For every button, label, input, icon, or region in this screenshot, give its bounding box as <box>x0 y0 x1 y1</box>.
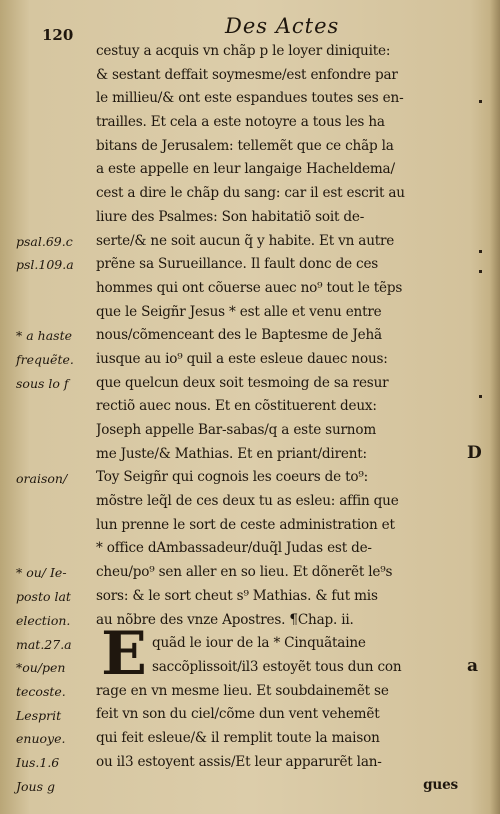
text-line: bitans de Jerusalem: tellemẽt que ce chãp la <box>96 137 394 154</box>
text-line: quãd le iour de la * Cinquãtaine <box>152 635 366 652</box>
text-line: nous/cõmenceant des le Baptesme de Jehã <box>96 327 382 344</box>
text-line: que quelcun deux soit tesmoing de sa resur <box>96 374 389 391</box>
text-line: Toy Seigñr qui cognois les coeurs de to⁹: <box>96 469 369 486</box>
ink-mark <box>479 100 482 103</box>
margin-note: mat.27.a <box>16 636 72 652</box>
margin-note: Lesprit <box>16 707 62 723</box>
text-line: feit vn son du ciel/cõme dun vent vehemẽt <box>96 706 380 723</box>
margin-note: psl.109.a <box>16 257 74 273</box>
text-line: prẽne sa Surueillance. Il fault donc de ces <box>96 256 379 273</box>
margin-note: sous lo f <box>16 375 69 391</box>
text-line: liure des Psalmes: Son habitatiõ soit de- <box>96 208 365 225</box>
text-line: au nõbre des vnze Apostres. ¶Chap. ii. <box>96 611 354 628</box>
running-title: Des Actes <box>225 14 340 38</box>
text-line: saccõplissoit/il3 estoyẽt tous dun con <box>152 658 402 675</box>
text-line: lun prenne le sort de ceste administration et <box>96 516 395 533</box>
text-line: rectiõ auec nous. Et en cõstituerent deux: <box>96 398 377 415</box>
text-line: & sestant deffait soymesme/est enfondre par <box>96 66 398 83</box>
text-line: serte/& ne soit aucun q̃ y habite. Et vn autre <box>96 232 395 249</box>
margin-letter: a <box>467 656 479 677</box>
text-line: hommes qui ont cõuerse auec no⁹ tout le tẽps <box>96 279 403 296</box>
text-line: le millieu/& ont este espandues toutes ses en- <box>96 90 404 107</box>
margin-note: * ou/ Ie- <box>16 565 67 581</box>
page-edge-shadow <box>490 0 500 814</box>
text-line: cestuy a acquis vn chãp p le loyer diniquite: <box>96 43 391 59</box>
catchword: gues <box>423 777 458 794</box>
text-line: * office dAmbassadeur/duq̃l Judas est de- <box>96 540 372 557</box>
text-line: Joseph appelle Bar-sabas/q a este surnom <box>96 422 377 438</box>
text-line: trailles. Et cela a este notoyre a tous les ha <box>96 114 385 131</box>
margin-note: oraison/ <box>16 470 68 486</box>
text-line: rage en vn mesme lieu. Et soubdainemẽt se <box>96 682 389 699</box>
text-line: cheu/po⁹ sen aller en so lieu. Et dõnerẽt le⁹s <box>96 564 393 581</box>
body-text <box>96 40 464 798</box>
text-line: me Juste/& Mathias. Et en priant/dirent: <box>96 445 367 462</box>
text-line: mõstre leq̃l de ces deux tu as esleu: affin que <box>96 493 399 510</box>
text-line: que le Seigñr Jesus * est alle et venu entre <box>96 303 382 320</box>
margin-note: posto lat <box>16 589 71 605</box>
margin-note: Ius.1.6 <box>16 755 60 770</box>
ink-mark <box>479 395 482 398</box>
margin-note: enuoye. <box>16 731 66 747</box>
left-margin-notes <box>0 0 96 814</box>
margin-letter: D <box>467 442 482 463</box>
margin-note: frequẽte. <box>16 352 74 368</box>
margin-note: *ou/pen <box>16 660 66 676</box>
margin-note: election. <box>16 612 71 628</box>
margin-note: Jous g <box>16 778 55 794</box>
ink-mark <box>479 270 482 273</box>
margin-note: tecoste. <box>16 683 66 699</box>
text-line: sors: & le sort cheut s⁹ Mathias. & fut mis <box>96 587 378 604</box>
margin-note: * a haste <box>16 328 72 344</box>
page-number: 120 <box>42 26 74 44</box>
text-line: qui feit esleue/& il remplit toute la maison <box>96 729 380 746</box>
ink-mark <box>479 250 482 253</box>
drop-cap-initial: E <box>101 619 147 689</box>
text-line: a este appelle en leur langaige Hacheldema/ <box>96 161 395 178</box>
text-line: ou il3 estoyent assis/Et leur apparurẽt lan- <box>96 753 382 770</box>
text-line: iusque au io⁹ quil a este esleue dauec nous: <box>96 350 388 367</box>
text-line: cest a dire le chãp du sang: car il est escrit au <box>96 185 405 202</box>
margin-note: psal.69.c <box>16 233 73 249</box>
